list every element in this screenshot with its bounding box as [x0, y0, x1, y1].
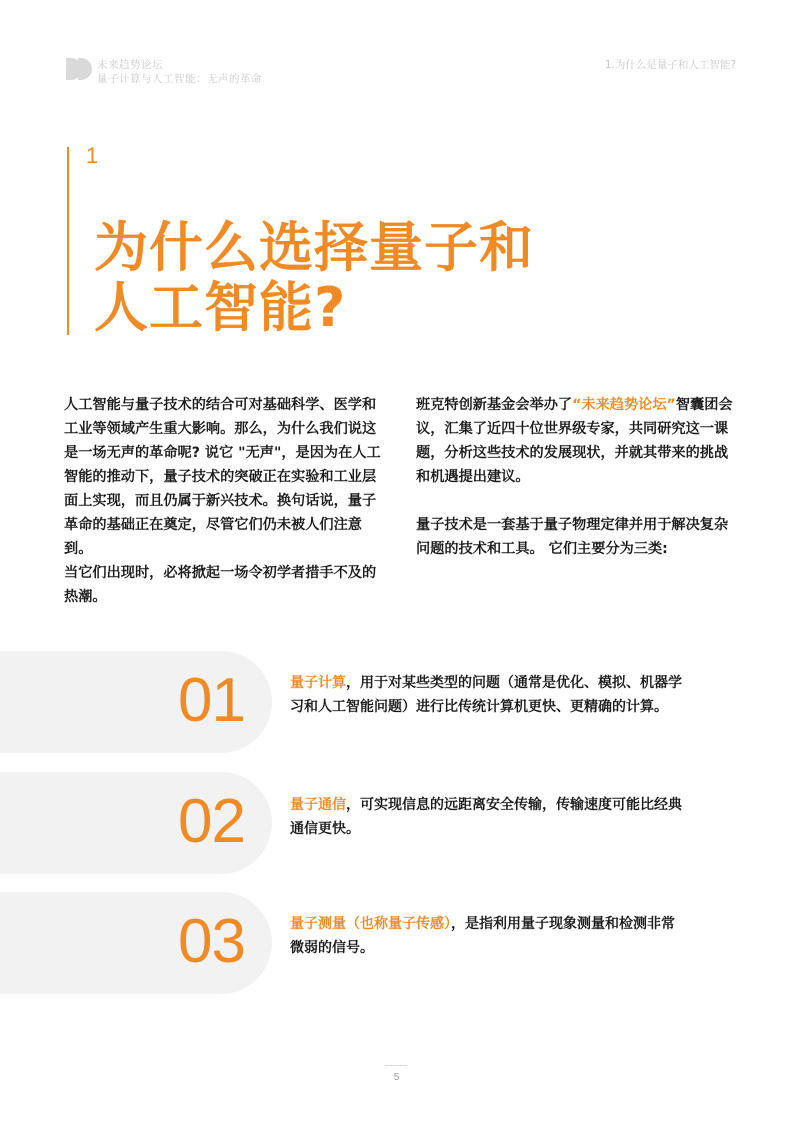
item-number: 03 — [178, 907, 245, 976]
item-text — [290, 671, 685, 719]
item-highlight: 量子测量（也称量子传感） — [290, 916, 451, 932]
forum-text-cont: 智囊团会议，汇集了近四十位世界级专家，共同研究这一课题，分析这些技术的发展现状，并就其带来的挑战和机遇提出建议。 — [416, 397, 733, 485]
report-title: 量子计算与人工智能：无声的革命 — [97, 73, 262, 85]
item-highlight: 量子计算 — [290, 675, 346, 691]
intro-paragraph: 人工智能与量子技术的结合可对基础科学、医学和工业等领域产生重大影响。那么，为什么我们说这是一场无声的革命呢? 说它 "无声"，是因为在人工智能的推动下，量子技术的突破正在实验和工业层面上实现，而且仍属于新兴技术。换句话说，量子革命的基础正在奠定，尽管它们仍未被人们注意到。 — [64, 397, 381, 557]
double-d-logo-icon — [66, 58, 92, 80]
section-title: 1.为什么是量子和人工智能? — [604, 59, 736, 71]
chapter-title-line1: 为什么选择量子和 — [94, 216, 534, 279]
categories-paragraph: 量子技术是一套基于量子物理定律并用于解决复杂问题的技术和工具。 它们主要分为三类: — [416, 517, 729, 557]
item-description: ，可实现信息的远距离安全传输，传输速度可能比经典通信更快。 — [290, 797, 682, 837]
forum-text: 班克特创新基金会举办了 — [416, 397, 573, 413]
forum-name-highlight: “未来趋势论坛” — [572, 397, 676, 413]
forum-paragraph — [416, 393, 736, 489]
intro-right-column — [416, 393, 736, 585]
footer-divider — [385, 1065, 407, 1066]
chapter-number: 1 — [86, 143, 99, 168]
item-highlight: 量子通信 — [290, 797, 346, 813]
item-text — [290, 793, 685, 841]
item-number: 02 — [178, 787, 245, 856]
intro-left-column — [64, 393, 384, 609]
item-text — [290, 912, 685, 960]
chapter-title — [94, 218, 654, 338]
item-description: ，用于对某些类型的问题（通常是优化、模拟、机器学习和人工智能问题）进行比传统计算机更快、更精确的计算。 — [290, 675, 682, 715]
intro-paragraph-2: 当它们出现时，必将掀起一场令初学者措手不及的热潮。 — [64, 565, 377, 605]
page-header — [66, 54, 736, 88]
chapter-title-line2: 人工智能? — [94, 276, 347, 339]
chapter-accent-bar — [67, 147, 69, 335]
page-number: 5 — [393, 1072, 400, 1083]
brand-name: 未来趋势论坛 — [97, 59, 163, 71]
item-description: ，是指利用量子现象测量和检测非常微弱的信号。 — [290, 916, 675, 956]
item-number: 01 — [178, 666, 245, 735]
